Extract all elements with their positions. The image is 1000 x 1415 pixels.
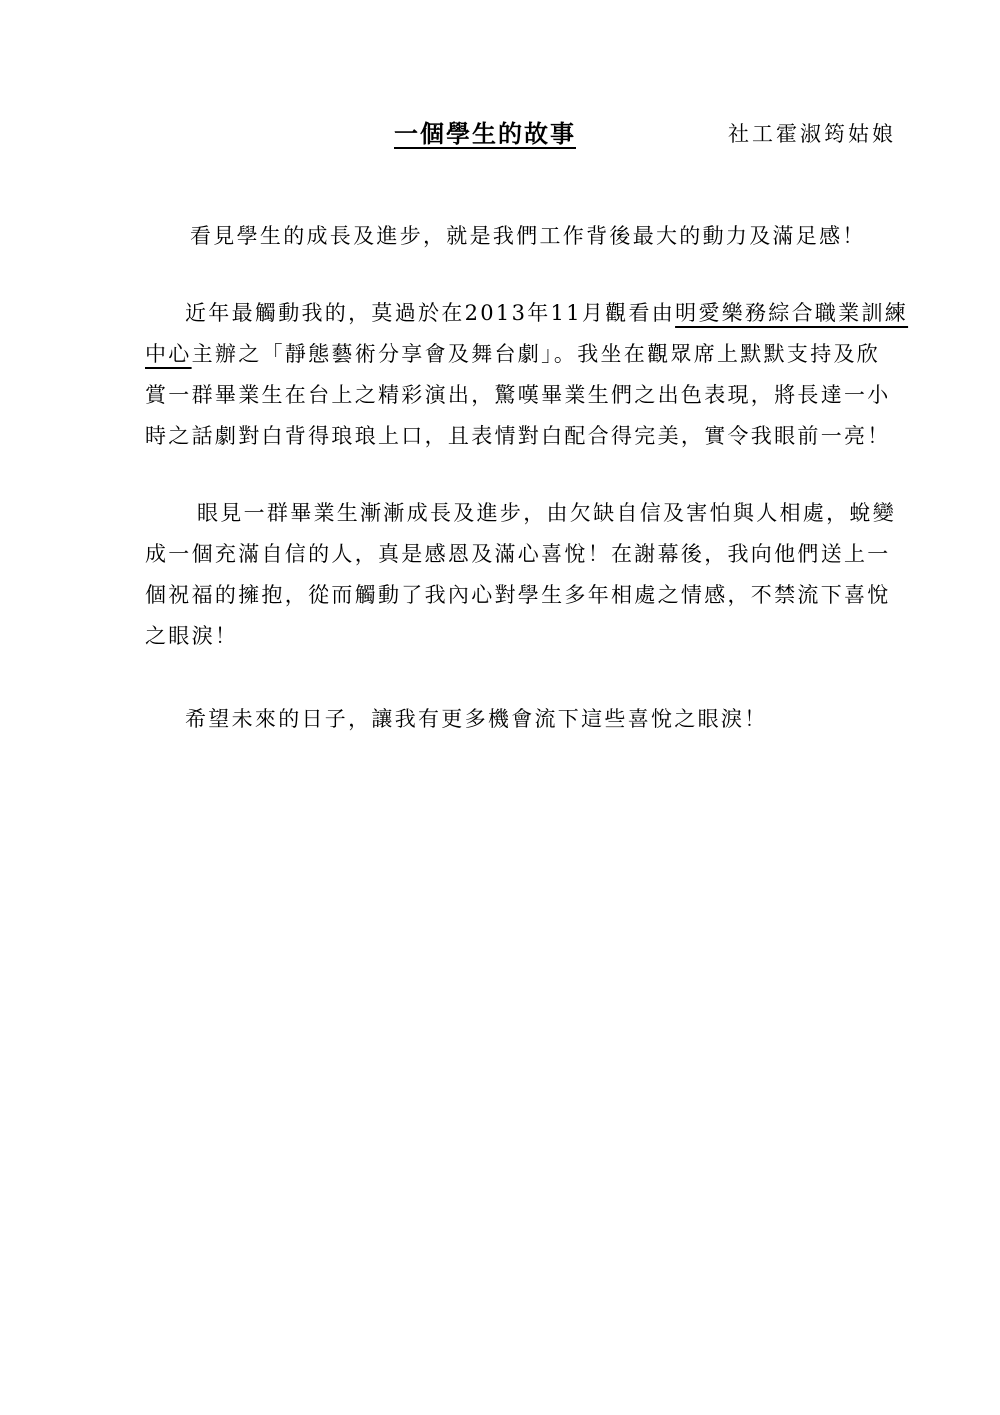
author-name: 社工霍淑筠姑娘 [728, 122, 896, 146]
paragraph-3-line-4: 之眼淚！ [145, 624, 239, 648]
paragraph-2-line-1-text: 近年最觸動我的，莫過於在2013年11月觀看由 [185, 301, 676, 325]
paragraph-4-line-1: 希望未來的日子，讓我有更多機會流下這些喜悅之眼淚！ [185, 707, 768, 731]
organization-name-part-2: 中心 [145, 342, 192, 366]
paragraph-1-line-1: 看見學生的成長及進步，就是我們工作背後最大的動力及滿足感！ [190, 224, 866, 248]
paragraph-2-line-2 [145, 339, 880, 369]
document-title: 一個學生的故事 [394, 119, 576, 148]
organization-name-part-1: 明愛樂務綜合職業訓練 [675, 301, 909, 325]
paragraph-3-line-2: 成一個充滿自信的人，真是感恩及滿心喜悅！在謝幕後，我向他們送上一 [145, 542, 891, 566]
paragraph-2-line-2-text: 主辦之「靜態藝術分享會及舞台劇」。我坐在觀眾席上默默支持及欣 [191, 342, 881, 366]
paragraph-2-line-4: 時之話劇對白背得琅琅上口，且表情對白配合得完美，實令我眼前一亮！ [145, 424, 891, 448]
paragraph-3-line-3: 個祝福的擁抱，從而觸動了我內心對學生多年相處之情感，不禁流下喜悅 [145, 583, 891, 607]
paragraph-2-line-1 [185, 298, 908, 328]
paragraph-2-line-3: 賞一群畢業生在台上之精彩演出，驚嘆畢業生們之出色表現，將長達一小 [145, 383, 891, 407]
paragraph-3-line-1: 眼見一群畢業生漸漸成長及進步，由欠缺自信及害怕與人相處，蛻變 [197, 501, 896, 525]
